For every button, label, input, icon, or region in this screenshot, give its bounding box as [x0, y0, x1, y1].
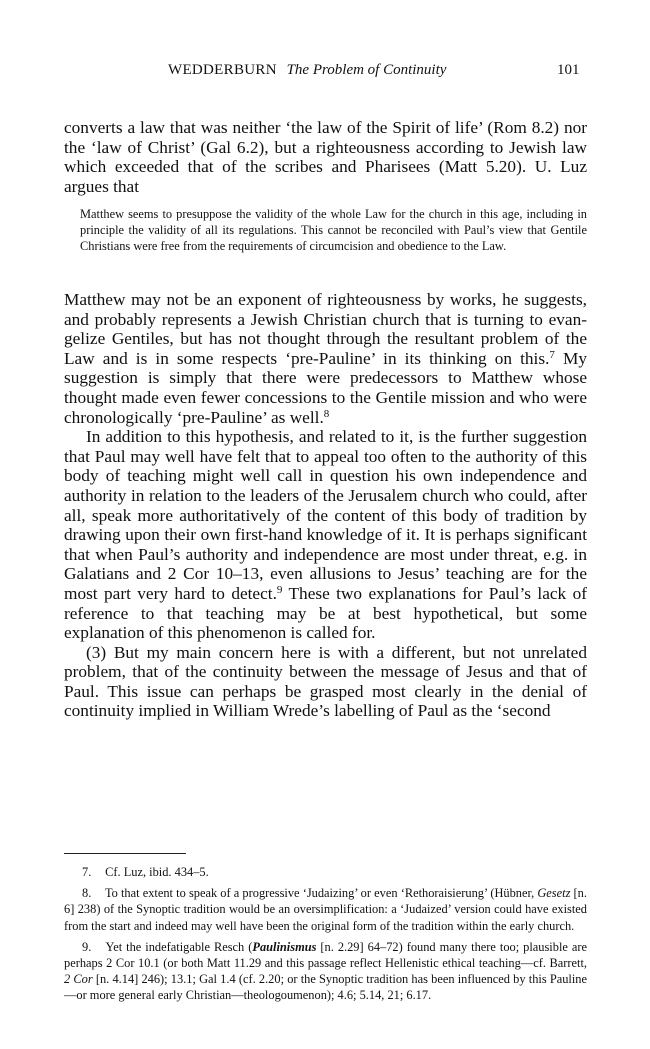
paragraph-3 — [64, 427, 587, 643]
footnote-text-c: [n. 4.14] 246); 13.1; Gal 1.4 (cf. 2.20; or the Synoptic tradition has been influenced by this Pauline—or more general early Christian—theologoumenon); 4.6; 5.14, 21; 6.17. — [64, 972, 588, 1003]
footnote-ref-7: 7 — [549, 348, 555, 361]
header-author: WEDDERBURN — [168, 62, 277, 78]
footnote-ref-8: 8 — [323, 407, 330, 420]
paragraph-3-text-b: These two explanations for Paul’s lack of reference to that teaching may be at best hypothetical, but some explanation of this phenomenon is called for. — [64, 583, 587, 643]
footnote-text-b: [n. 2.29] 64–72) found many there too; plausible are perhaps 2 Cor 10.1 (or both Matt 11.29 and this passage reflect Hellenistic ethical teaching—cf. Barrett, — [64, 939, 588, 971]
paragraph-2-text-a: Matthew may not be an exponent of righteousness by works, he suggests, and probably represents a Jewish Christian church that is turning to evangelize Gentiles, but has not thought through the resultant problem of the Law and is in some respects ‘pre-Pauline’ in its thinking on this. — [64, 290, 587, 368]
footnote-divider — [64, 853, 186, 854]
header-title: The Problem of Continuity — [286, 62, 447, 78]
footnote-text-a: To that extent to speak of a progressive ‘Judaizing’ or even ‘Rethoraisierung’ (Hübner, — [104, 886, 538, 901]
footnote-italic-title: Gesetz — [537, 886, 571, 901]
paragraph-1: converts a law that was neither ‘the law of the Spirit of life’ (Rom 8.2) nor the ‘law of Christ’ (Gal 6.2), but a righteousness according to Jewish law which exceeded that of the scribes and Pharisees (Matt 5.20). U. Luz argues that — [64, 118, 587, 196]
footnote-7 — [64, 864, 587, 880]
footnote-italic-title: 2 Cor — [64, 972, 93, 987]
body-text-main — [64, 290, 587, 721]
running-head — [168, 62, 446, 79]
footnote-number: 8. — [82, 886, 92, 901]
footnote-9 — [64, 939, 587, 1004]
footnote-text-b: [n. 6] 238) of the Synoptic tradition would be an oversimplification: a ‘Judaized’ version could have existed from the start and indeed may well have been the original form of the tradition within the early church. — [64, 886, 587, 933]
block-quote: Matthew seems to presuppose the validity of the whole Law for the church in this age, including in principle the validity of all its regulations. This cannot be reconciled with Paul’s view that Gentile Christians were free from the requirements of circumcision and obedience to the Law. — [80, 207, 587, 254]
footnote-8 — [64, 885, 587, 934]
page-number: 101 — [557, 62, 580, 78]
paragraph-4: (3) But my main concern here is with a different, but not unrelated problem, that of the continuity between the message of Jesus and that of Paul. This issue can perhaps be grasped most clearly in the denial of continuity implied in William Wrede’s labelling of Paul as the ‘second — [64, 642, 587, 721]
footnotes — [64, 864, 587, 1009]
paragraph-2 — [64, 290, 587, 427]
paragraph-3-text-a: In addition to this hypothesis, and related to it, is the further suggestion that Paul may well have felt that to appeal too often to the authority of this body of teaching might well call in question his own independence and authority in relation to the leaders of the Jerusalem church who could, after all, speak more authoritatively of the content of this body of tradition by drawing upon their own first-hand knowledge of it. It is perhaps significant that when Paul’s authority and independence are most under threat, e.g. in Galatians and 2 Cor 10–13, even allusions to Jesus’ teaching are for the most part very hard to detect. — [64, 427, 587, 603]
paragraph-2-text-b: My suggestion is simply that there were predecessors to Matthew whose thought made even fewer concessions to the Gentile mission and who were chronologically ‘pre-Pauline’ as well. — [64, 348, 588, 427]
footnote-number: 7. — [82, 865, 92, 879]
footnote-ref-9: 9 — [276, 583, 283, 596]
footnote-text-a: Yet the indefatigable Resch ( — [105, 939, 253, 954]
footnote-bold-italic-title: Paulinismus — [252, 939, 317, 954]
footnote-text: Cf. Luz, ibid. 434–5. — [105, 865, 209, 879]
running-header — [0, 62, 650, 86]
body-text-top — [64, 118, 587, 196]
footnote-number: 9. — [82, 939, 92, 954]
